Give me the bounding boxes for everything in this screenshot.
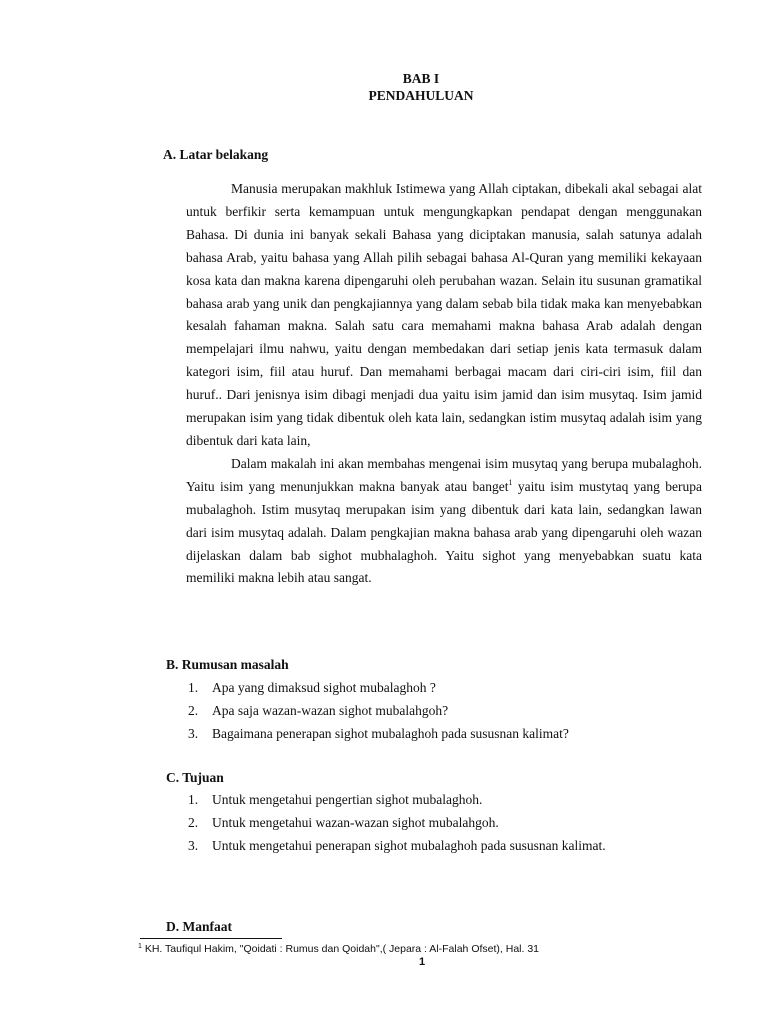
paragraph-2-end: yaitu isim mustytaq yang berupa mubalaghoh. Istim musytaq merupakan isim yang dibentuk dari kata lain, sedangkan lawan dari isim musytaq adalah. Dalam pengkajian makna bahasa arab yang dipengaruhi oleh wazan dijelaskan dalam bab sighot mubhalaghoh. Yaitu sighot yang menyebabkan suatu kata memiliki makna lebih atau sangat. xyxy=(186,478,703,586)
footnote xyxy=(138,942,539,956)
section-body-latar-belakang xyxy=(186,178,702,590)
footnote-mark: 1 xyxy=(138,943,142,950)
section-heading-latar-belakang: A. Latar belakang xyxy=(163,147,269,162)
section-heading-tujuan: C. Tujuan xyxy=(166,770,224,785)
list-item: 3. Bagaimana penerapan sighot mubalaghoh pada sususnan kalimat? xyxy=(188,725,569,741)
footnote-divider xyxy=(140,938,282,939)
tujuan-list xyxy=(188,789,606,857)
chapter-title: PENDAHULUAN xyxy=(368,88,474,103)
section-heading-rumusan-masalah: B. Rumusan masalah xyxy=(166,657,289,672)
paragraph-1: Manusia merupakan makhluk Istimewa yang Allah ciptakan, dibekali akal sebagai alat untuk berfikir serta kemampuan untuk mengungkapkan pendapat dengan menggunakan Bahasa. Di dunia ini banyak sekali Bahasa yang diciptakan manusia, salah satunya adalah bahasa Arab, yaitu bahasa yang Allah pilih sebagai bahasa Al-Quran yang memiliki kekayaan kosa kata dan makna karena dipengaruhi oleh perubahan wazan. Selain itu susunan gramatikal bahasa arab yang unik dan pengkajiannya yang dalam sebab bila tidak maka kan menyebabkan kesalah fahaman makna. Salah satu cara memahami makna bahasa Arab adalah dengan mempelajari ilmu nahwu, yaitu dengan membedakan dari setiap jenis kata termasuk dalam kategori isim, fiil atau huruf. Dan memahami berbagai macam dari ciri-ciri isim, fiil dan huruf.. Dari jenisnya isim dibagi menjadi dua yaitu isim jamid dan isim musytaq. Isim jamid merupakan isim yang tidak dibentuk oleh kata lain, sedangkan istim musytaq adalah isim yang dibentuk dari kata lain, xyxy=(186,181,702,448)
list-item: 1. Untuk mengetahui pengertian sighot mubalaghoh. xyxy=(188,792,483,807)
paragraph-2-start: Dalam makalah ini akan membahas mengenai isim musytaq yang berupa mubalaghoh. Yaitu isim yang menunjukkan makna banyak atau banget xyxy=(186,455,702,494)
chapter-label: BAB I xyxy=(402,71,440,86)
section-heading-manfaat: D. Manfaat xyxy=(166,919,232,934)
footnote-text: KH. Taufiqul Hakim, "Qoidati : Rumus dan Qoidah",( Jepara : Al-Falah Ofset), Hal. 31 xyxy=(141,943,540,955)
rumusan-list xyxy=(188,677,569,745)
footnote-reference: 1 xyxy=(508,477,513,487)
list-item: 3. Untuk mengetahui penerapan sighot mubalaghoh pada sususnan kalimat. xyxy=(188,837,606,853)
list-item: 2. Untuk mengetahui wazan-wazan sighot mubalahgoh. xyxy=(188,814,499,830)
list-item: 1. Apa yang dimaksud sighot mubalaghoh ? xyxy=(188,680,436,695)
list-item: 2. Apa saja wazan-wazan sighot mubalahgoh? xyxy=(188,702,449,718)
paragraph-2 xyxy=(186,453,702,590)
page-number: 1 xyxy=(418,956,426,968)
